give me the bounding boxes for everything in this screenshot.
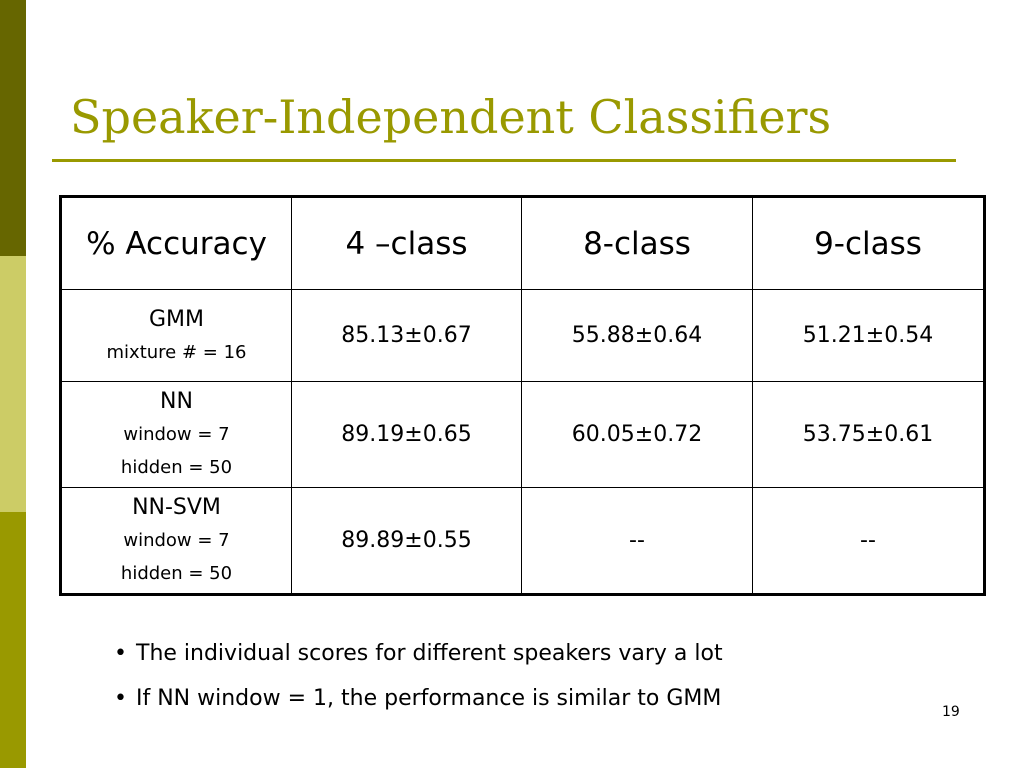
model-name: GMM [148,306,204,332]
value-cell: -- [522,488,753,595]
page-title: Speaker-Independent Classifiers [70,90,832,144]
model-param: mixture # = 16 [106,341,247,363]
bullet-marker: • [114,641,127,666]
title-divider [52,159,956,162]
list-item [114,681,723,726]
model-cell [61,488,292,595]
model-cell [61,382,292,488]
bullet-text: The individual scores for different speakers vary a lot [136,641,723,666]
value-cell: 89.19±0.65 [292,382,522,488]
value-cell: 60.05±0.72 [522,382,753,488]
bullet-list [114,636,723,726]
model-param: window = 7 [123,530,230,551]
bullet-marker: • [114,686,127,711]
accuracy-table [59,195,986,596]
bullet-text: If NN window = 1, the performance is similar to GMM [136,686,722,711]
model-param: window = 7 [123,424,230,445]
model-name: NN-SVM [132,495,221,520]
model-name: NN [160,389,193,414]
header-cell-9-class: 9-class [753,197,985,290]
sidebar-light-segment [0,256,26,512]
value-cell: -- [753,488,985,595]
table-row [61,488,985,595]
value-cell: 51.21±0.54 [753,290,985,382]
model-param: hidden = 50 [120,457,233,478]
sidebar-dark-segment [0,0,26,256]
value-cell: 53.75±0.61 [753,382,985,488]
table-row [61,382,985,488]
value-cell: 89.89±0.55 [292,488,522,595]
page-number: 19 [942,704,960,720]
model-cell [61,290,292,382]
value-cell: 55.88±0.64 [522,290,753,382]
list-item [114,636,723,681]
model-param: hidden = 50 [120,563,233,584]
value-cell: 85.13±0.67 [292,290,522,382]
header-cell-4-class: 4 –class [292,197,522,290]
table-row [61,290,985,382]
sidebar-olive-segment [0,512,26,768]
header-cell-accuracy: % Accuracy [61,197,292,290]
table-header-row [61,197,985,290]
header-cell-8-class: 8-class [522,197,753,290]
